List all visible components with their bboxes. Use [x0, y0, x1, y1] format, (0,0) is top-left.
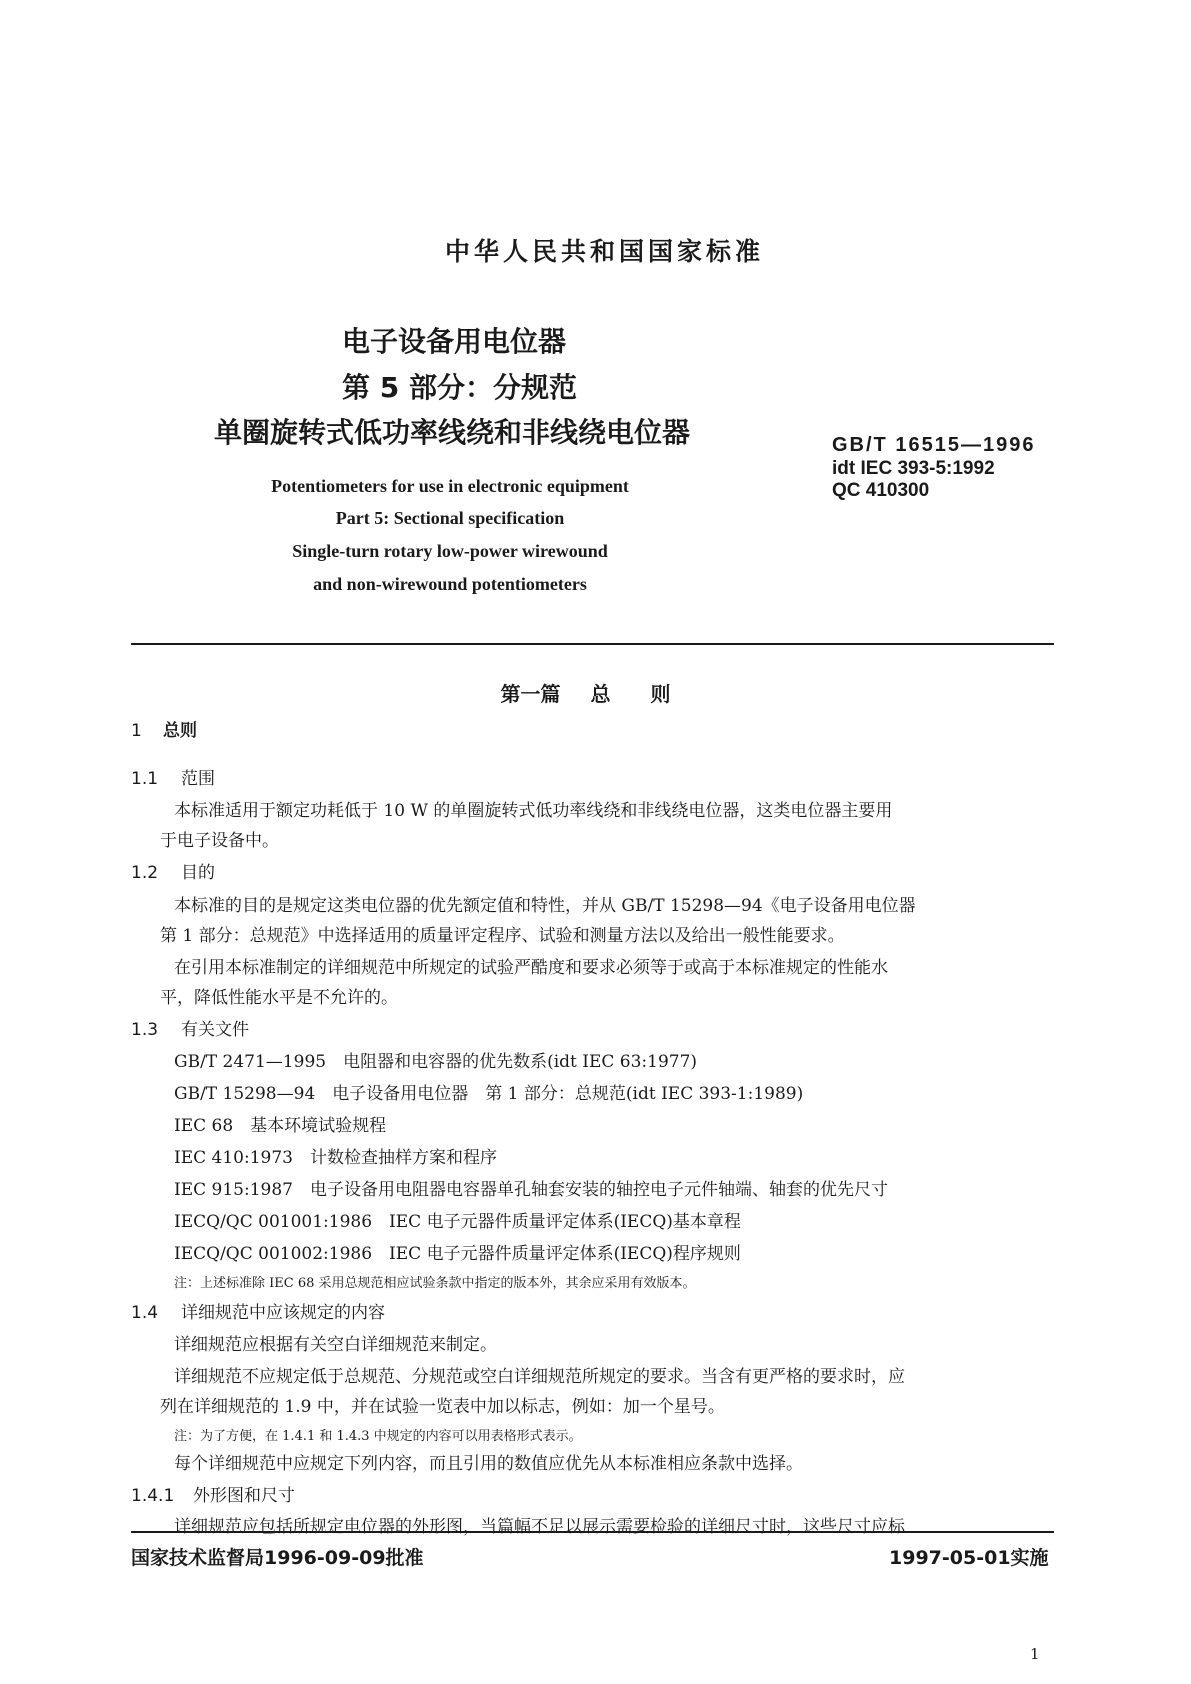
section-title: 总则: [163, 721, 197, 741]
reference-item: GB/T 2471—1995 电阻器和电容器的优先数系(idt IEC 63:1977): [174, 1052, 698, 1072]
section-1-4-paragraph-1: 详细规范应根据有关空白详细规范来制定。: [174, 1335, 497, 1355]
section-1-2-paragraph-1-line-2: 第 1 部分：总规范》中选择适用的质量评定程序、试验和测量方法以及给出一般性能要求。: [160, 926, 845, 946]
section-1-1-heading: [131, 764, 215, 789]
section-title: 详细规范中应该规定的内容: [181, 1303, 385, 1323]
title-en-line-2: Part 5: Sectional specification: [335, 508, 565, 528]
section-1-4-1-heading: [131, 1481, 295, 1506]
section-1-heading: [131, 716, 197, 741]
chapter-title-char-1: 总: [590, 682, 611, 706]
chapter-title-char-2: 则: [650, 682, 671, 706]
title-cn-line-2: 第 5 部分：分规范: [342, 371, 577, 404]
header-divider: [131, 643, 1054, 645]
section-title: 范围: [181, 769, 215, 789]
section-1-2-paragraph-2-line-1: 在引用本标准制定的详细规范中所规定的试验严酷度和要求必须等于或高于本标准规定的性能水: [174, 958, 888, 978]
section-title: 有关文件: [181, 1020, 249, 1040]
title-en-line-1: Potentiometers for use in electronic equipment: [271, 476, 629, 496]
title-cn-line-1: 电子设备用电位器: [342, 325, 567, 358]
section-number: 1.3: [131, 1020, 159, 1040]
section-1-4-1-paragraph-line-1: 详细规范应包括所规定电位器的外形图，当篇幅不足以展示需要检验的详细尺寸时，这些尺寸应标: [174, 1517, 905, 1537]
section-1-4-note: 注：为了方便，在 1.4.1 和 1.4.3 中规定的内容可以用表格形式表示。: [174, 1429, 582, 1444]
title-en-line-3: Single-turn rotary low-power wirewound: [292, 541, 608, 561]
section-1-4-heading: [131, 1298, 385, 1323]
reference-item: IECQ/QC 001001:1986 IEC 电子元器件质量评定体系(IECQ)基本章程: [174, 1212, 741, 1232]
reference-item: IEC 68 基本环境试验规程: [174, 1116, 387, 1136]
section-1-4-paragraph-3: 每个详细规范中应规定下列内容，而且引用的数值应优先从本标准相应条款中选择。: [174, 1454, 803, 1474]
chapter-label: 第一篇: [500, 682, 561, 706]
effective-date: 1997-05-01实施: [889, 1547, 1049, 1569]
qc-number: QC 410300: [832, 480, 930, 501]
chapter-heading: [0, 678, 1191, 707]
section-number: 1: [131, 721, 142, 741]
section-1-2-paragraph-1-line-1: 本标准的目的是规定这类电位器的优先额定值和特性，并从 GB/T 15298—94《电子设备用电位器: [174, 896, 916, 916]
approval-date: 国家技术监督局1996-09-09批准: [131, 1547, 424, 1569]
reference-item: IEC 915:1987 电子设备用电阻器电容器单孔轴套安装的轴控电子元件轴端、轴套的优先尺寸: [174, 1180, 888, 1200]
section-title: 外形图和尺寸: [193, 1486, 295, 1506]
section-1-3-heading: [131, 1015, 249, 1040]
section-1-4-paragraph-2-line-1: 详细规范不应规定低于总规范、分规范或空白详细规范所规定的要求。当含有更严格的要求时，应: [174, 1367, 905, 1387]
section-title: 目的: [181, 863, 215, 883]
national-standard-title: 中华人民共和国国家标准: [444, 237, 764, 266]
section-1-4-paragraph-2-line-2: 列在详细规范的 1.9 中，并在试验一览表中加以标志，例如：加一个星号。: [160, 1397, 725, 1417]
reference-item: IEC 410:1973 计数检查抽样方案和程序: [174, 1148, 497, 1168]
page-number: 1: [1030, 1645, 1040, 1663]
section-number: 1.2: [131, 863, 159, 883]
section-1-1-paragraph-line-1: 本标准适用于额定功耗低于 10 W 的单圈旋转式低功率线绕和非线绕电位器，这类电位器主要用: [174, 801, 893, 821]
reference-item: IECQ/QC 001002:1986 IEC 电子元器件质量评定体系(IECQ)程序规则: [174, 1244, 741, 1264]
section-1-2-paragraph-2-line-2: 平，降低性能水平是不允许的。: [160, 988, 398, 1008]
section-number: 1.4.1: [131, 1486, 175, 1506]
section-number: 1.1: [131, 769, 159, 789]
footer-divider: [131, 1531, 1054, 1533]
reference-item: GB/T 15298—94 电子设备用电位器 第 1 部分：总规范(idt IEC 393-1:1989): [174, 1084, 804, 1104]
section-1-3-note: 注：上述标准除 IEC 68 采用总规范相应试验条款中指定的版本外，其余应采用有效版本。: [174, 1276, 696, 1291]
section-1-1-paragraph-line-2: 于电子设备中。: [160, 831, 279, 851]
section-1-2-heading: [131, 858, 215, 883]
standard-number: GB/T 16515—1996: [832, 434, 1036, 456]
title-cn-line-3: 单圈旋转式低功率线绕和非线绕电位器: [214, 416, 691, 449]
title-en-line-4: and non-wirewound potentiometers: [313, 574, 587, 594]
section-number: 1.4: [131, 1303, 159, 1323]
idt-reference: idt IEC 393-5:1992: [832, 458, 995, 479]
